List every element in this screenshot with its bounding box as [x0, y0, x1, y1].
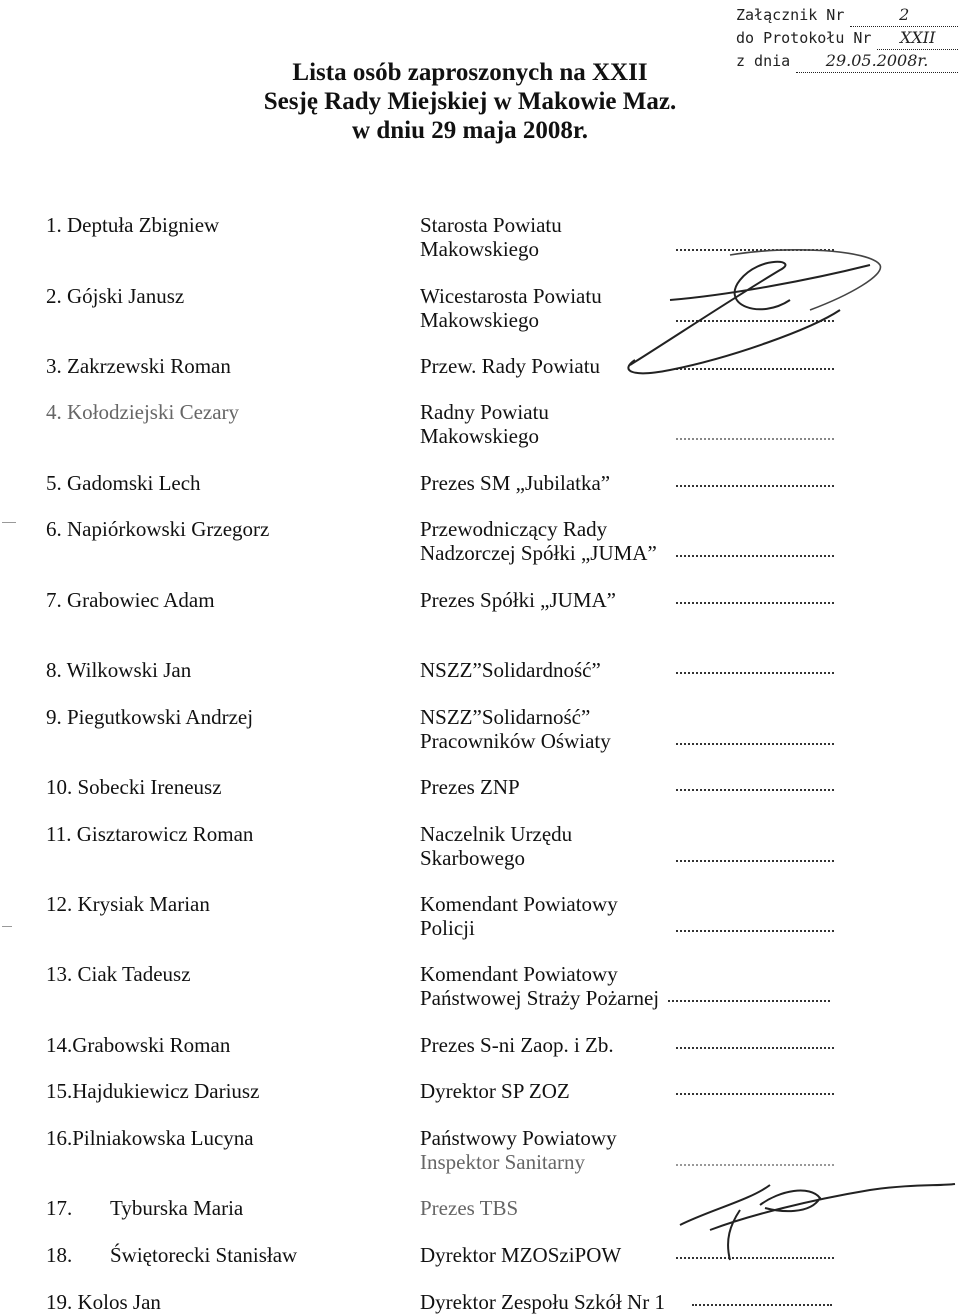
person-name: 9. Piegutkowski Andrzej: [46, 705, 254, 729]
person-name: 18. Świętorecki Stanisław: [46, 1243, 298, 1267]
list-item: [0, 400, 960, 460]
stamp-protocol-value: XXII: [877, 27, 958, 50]
title-line-2: Sesję Rady Miejskiej w Makowie Maz.: [263, 88, 677, 115]
signature-line: [676, 555, 834, 557]
person-role: Dyrektor Zespołu Szkół Nr 1: [420, 1290, 665, 1314]
person-name: 2. Gójski Janusz: [46, 284, 185, 308]
signature-line: [676, 1093, 834, 1095]
stamp-attachment-value: 2: [850, 4, 958, 27]
signature-line: [676, 930, 834, 932]
person-role: NSZZ”Solidarność” Pracowników Oświaty: [420, 705, 611, 753]
person-name: 14.Grabowski Roman: [46, 1033, 231, 1057]
person-role: Radny Powiatu Makowskiego: [420, 400, 549, 448]
person-name: 6. Napiórkowski Grzegorz: [46, 517, 270, 541]
list-item: [0, 892, 960, 952]
person-role: Naczelnik Urzędu Skarbowego: [420, 822, 573, 870]
person-name: 13. Ciak Tadeusz: [46, 962, 191, 986]
person-name: 10. Sobecki Ireneusz: [46, 775, 222, 799]
person-name: 1. Deptuła Zbigniew: [46, 213, 220, 237]
list-item: [0, 1290, 960, 1314]
signature-line: [676, 672, 834, 674]
stamp-protocol-label: do Protokołu Nr: [736, 29, 872, 47]
attachment-stamp: [736, 4, 958, 73]
handwritten-signature: [610, 240, 890, 380]
signature-line: [668, 1000, 830, 1002]
stamp-date-label: z dnia: [736, 52, 791, 70]
person-role: Starosta Powiatu Makowskiego: [420, 213, 562, 261]
scan-margin-mark: [2, 522, 16, 523]
list-item: [0, 588, 960, 648]
document-title: [250, 58, 690, 145]
list-item: [0, 822, 960, 882]
handwritten-signature: [670, 1170, 960, 1270]
person-name: 15.Hajdukiewicz Dariusz: [46, 1079, 260, 1103]
scan-margin-mark: [2, 926, 12, 927]
person-role: Przewodniczący Rady Nadzorczej Spółki „JUMA”: [420, 517, 657, 565]
person-role: Wicestarosta Powiatu Makowskiego: [420, 284, 602, 332]
signature-line: [676, 1164, 834, 1166]
person-role: Komendant Powiatowy Policji: [420, 892, 618, 940]
person-role: Komendant Powiatowy Państwowej Straży Pożarnej: [420, 962, 660, 1010]
person-role: Dyrektor MZOSziPOW: [420, 1243, 622, 1267]
person-role: Prezes Spółki „JUMA”: [420, 588, 616, 612]
person-role: Prezes TBS: [420, 1196, 519, 1220]
person-role: NSZZ”Solidardność”: [420, 658, 601, 682]
stamp-attachment-label: Załącznik Nr: [736, 6, 845, 24]
list-item: [0, 517, 960, 577]
person-name: 4. Kołodziejski Cezary: [46, 400, 240, 424]
list-item: [0, 705, 960, 765]
list-item: [0, 962, 960, 1022]
signature-line: [676, 602, 834, 604]
person-role: Prezes ZNP: [420, 775, 520, 799]
person-name: 3. Zakrzewski Roman: [46, 354, 231, 378]
person-name: 5. Gadomski Lech: [46, 471, 201, 495]
person-role: Przew. Rady Powiatu: [420, 354, 601, 378]
stamp-attachment-row: [736, 4, 958, 27]
person-role: Dyrektor SP ZOZ: [420, 1079, 570, 1103]
title-line-1: Lista osób zaproszonych na XXII: [292, 59, 648, 86]
signature-line: [676, 485, 834, 487]
signature-line: [676, 1047, 834, 1049]
person-name: 17. Tyburska Maria: [46, 1196, 244, 1220]
person-name: 11. Gisztarowicz Roman: [46, 822, 254, 846]
person-name: 12. Krysiak Marian: [46, 892, 210, 916]
person-name: 19. Kolos Jan: [46, 1290, 161, 1314]
title-line-3: w dniu 29 maja 2008r.: [352, 117, 588, 144]
person-role: Prezes SM „Jubilatka”: [420, 471, 611, 495]
person-role: Państwowy Powiatowy Inspektor Sanitarny: [420, 1126, 617, 1174]
signature-line: [676, 789, 834, 791]
signature-line: [676, 860, 834, 862]
person-name: 16.Pilniakowska Lucyna: [46, 1126, 254, 1150]
stamp-date-value: 29.05.2008r.: [796, 50, 958, 73]
stamp-date-row: [736, 50, 958, 73]
signature-line: [692, 1304, 832, 1306]
person-role: Prezes S-ni Zaop. i Zb.: [420, 1033, 614, 1057]
person-name: 7. Grabowiec Adam: [46, 588, 215, 612]
person-name: 8. Wilkowski Jan: [46, 658, 192, 682]
signature-line: [676, 438, 834, 440]
stamp-protocol-row: [736, 27, 958, 50]
signature-line: [676, 743, 834, 745]
